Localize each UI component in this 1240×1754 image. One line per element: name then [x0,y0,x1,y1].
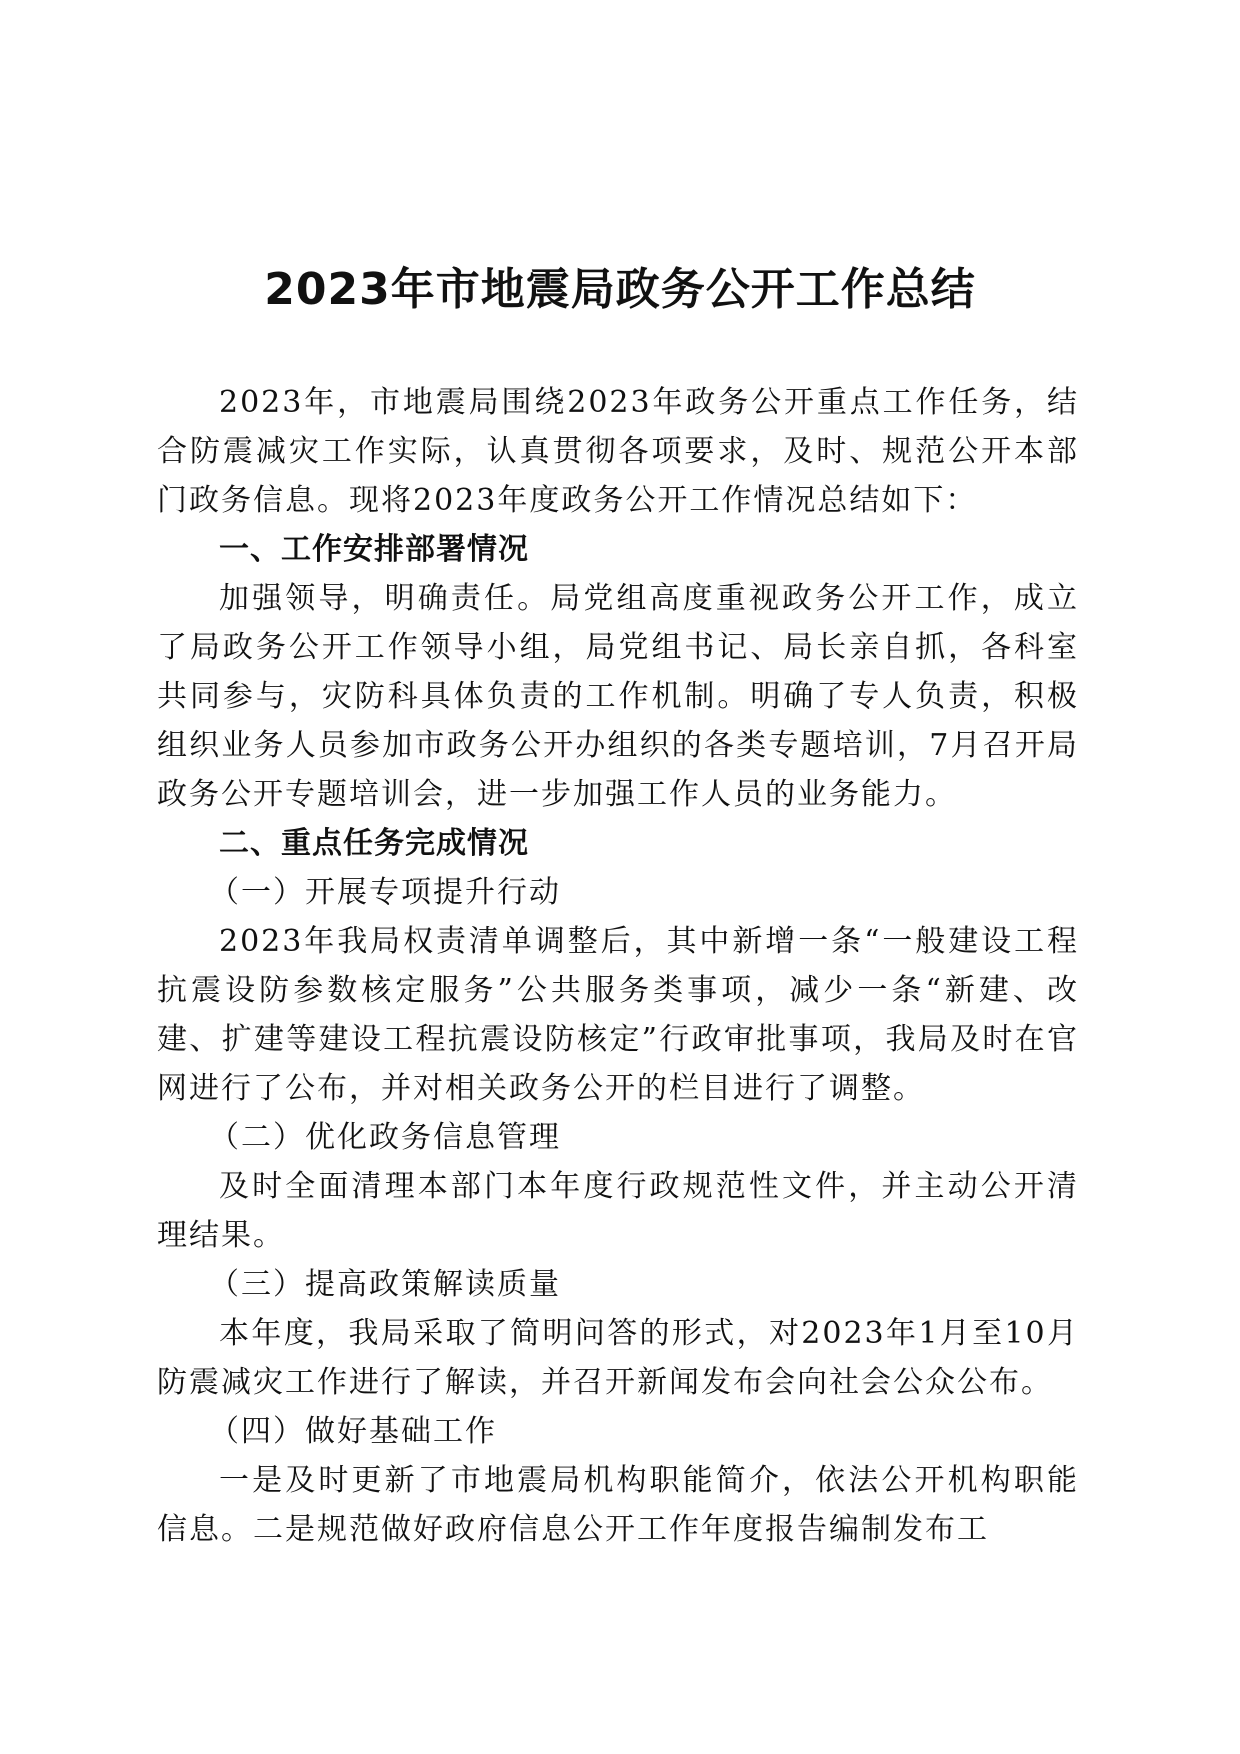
section-1-heading: 一、工作安排部署情况 [219,532,529,567]
section-1-paragraph: 加强领导，明确责任。局党组高度重视政务公开工作，成立了局政务公开工作领导小组，局党组书记、局长亲自抓，各科室共同参与，灾防科具体负责的工作机制。明确了专人负责，积极组织业务人员参加市政务公开办组织的各类专题培训，7月召开局政务公开专题培训会，进一步加强工作人员的业务能力。 [157,581,1079,812]
subsection-2-heading: （二）优化政务信息管理 [209,1120,561,1155]
subsection-1-paragraph: 2023年我局权责清单调整后，其中新增一条“一般建设工程抗震设防参数核定服务”公共服务类事项，减少一条“新建、改建、扩建等建设工程抗震设防核定”行政审批事项，我局及时在官网进行了公布，并对相关政务公开的栏目进行了调整。 [157,924,1079,1106]
document-title: 2023年市地震局政务公开工作总结 [264,264,976,315]
subsection-1-heading: （一）开展专项提升行动 [209,875,561,910]
section-2-heading: 二、重点任务完成情况 [219,826,529,861]
subsection-3-heading: （三）提高政策解读质量 [209,1267,561,1302]
subsection-3-paragraph: 本年度，我局采取了简明问答的形式，对2023年1月至10月防震减灾工作进行了解读，并召开新闻发布会向社会公众公布。 [157,1316,1079,1400]
subsection-4-heading: （四）做好基础工作 [209,1414,497,1449]
subsection-4-paragraph: 一是及时更新了市地震局机构职能简介，依法公开机构职能信息。二是规范做好政府信息公开工作年度报告编制发布工 [157,1463,1079,1547]
document-body [157,378,1079,1554]
intro-paragraph: 2023年，市地震局围绕2023年政务公开重点工作任务，结合防震减灾工作实际，认真贯彻各项要求，及时、规范公开本部门政务信息。现将2023年度政务公开工作情况总结如下： [157,385,1079,518]
subsection-2-paragraph: 及时全面清理本部门本年度行政规范性文件，并主动公开清理结果。 [157,1169,1079,1253]
